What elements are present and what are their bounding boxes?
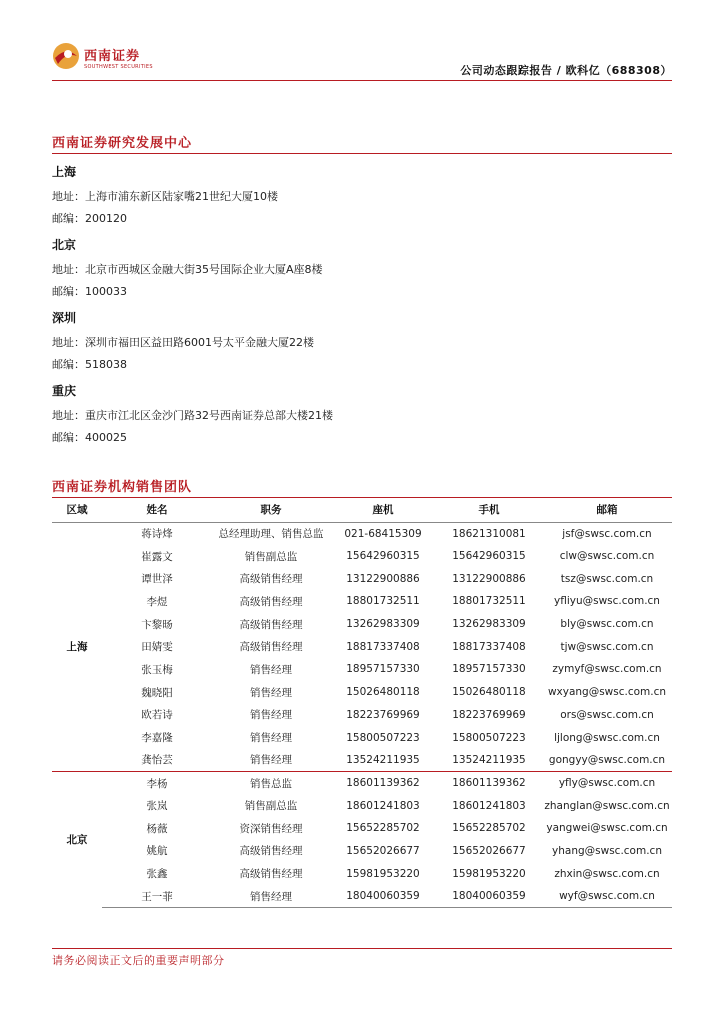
member-name: 崔露文: [141, 550, 173, 563]
member-email: yangwei@swsc.com.cn: [546, 822, 668, 835]
member-landline: 15642960315: [346, 550, 420, 563]
member-email: zymyf@swsc.com.cn: [552, 663, 662, 676]
member-title: 高级销售经理: [239, 641, 303, 654]
member-name: 姚航: [146, 845, 168, 858]
member-title: 销售经理: [250, 663, 292, 676]
office-city-beijing: 北京: [52, 238, 77, 252]
research-center-title: 西南证券研究发展中心: [52, 136, 193, 151]
member-title: 高级销售经理: [239, 845, 303, 858]
office-address-shenzhen: 地址：深圳市福田区益田路6001号太平金融大厦22楼: [52, 336, 314, 349]
logo-en-text: SOUTHWEST SECURITIES: [84, 64, 153, 70]
member-name: 张岚: [146, 800, 168, 813]
page-header: [52, 40, 672, 82]
member-name: 卞黎旸: [141, 618, 173, 631]
office-postcode-shanghai: 邮编：200120: [52, 212, 127, 225]
member-landline: 15981953220: [346, 867, 420, 880]
member-landline: 021-68415309: [330, 522, 436, 545]
member-mobile: 18601139362: [436, 772, 542, 795]
member-email: yhang@swsc.com.cn: [552, 844, 662, 857]
member-email: bly@swsc.com.cn: [560, 618, 654, 631]
member-mobile: 18621310081: [436, 522, 542, 545]
table-row: [52, 681, 672, 704]
office-address-beijing: 地址：北京市西城区金融大街35号国际企业大厦A座8楼: [52, 263, 323, 276]
member-mobile: 13122900886: [452, 572, 526, 585]
research-center-divider: [52, 153, 672, 154]
member-title: 销售经理: [250, 686, 292, 699]
header-mobile: 手机: [436, 498, 542, 522]
member-email: tjw@swsc.com.cn: [560, 640, 654, 653]
member-title: 高级销售经理: [239, 573, 303, 586]
member-email: zhanglan@swsc.com.cn: [544, 799, 670, 812]
member-mobile: 15800507223: [452, 731, 526, 744]
member-title: 高级销售经理: [239, 868, 303, 881]
member-name: 李嘉隆: [141, 732, 173, 745]
member-title: 总经理助理、销售总监: [212, 522, 330, 545]
member-landline: 18223769969: [346, 708, 420, 721]
member-name: 蒋诗烽: [102, 522, 212, 545]
member-mobile: 18601241803: [452, 799, 526, 812]
member-landline: 15800507223: [346, 731, 420, 744]
member-title: 高级销售经理: [239, 595, 303, 608]
member-title: 资深销售经理: [239, 822, 303, 835]
member-title: 销售经理: [250, 709, 292, 722]
member-title: 销售副总监: [244, 550, 298, 563]
member-name: 杨薇: [146, 822, 168, 835]
header-landline: 座机: [330, 498, 436, 522]
member-landline: 13524211935: [346, 753, 420, 766]
office-postcode-shenzhen: 邮编：518038: [52, 358, 127, 371]
header-divider: [52, 80, 672, 81]
table-row: [52, 613, 672, 636]
member-title: 销售经理: [250, 732, 292, 745]
member-mobile: 15652026677: [452, 844, 526, 857]
member-email: ljlong@swsc.com.cn: [554, 731, 660, 744]
member-email: gongyy@swsc.com.cn: [548, 753, 666, 766]
table-row: [52, 726, 672, 749]
table-row: [52, 772, 672, 795]
member-mobile: 18817337408: [452, 640, 526, 653]
member-email: tsz@swsc.com.cn: [560, 572, 654, 585]
office-city-shanghai: 上海: [52, 165, 77, 179]
member-name: 李煜: [146, 595, 168, 608]
member-landline: 18957157330: [346, 663, 420, 676]
member-email: zhxin@swsc.com.cn: [554, 867, 660, 880]
member-title: 高级销售经理: [239, 618, 303, 631]
company-logo: [52, 42, 162, 76]
header-title: 职务: [212, 498, 330, 522]
region-cell: 上海: [52, 522, 102, 772]
member-email: yfliyu@swsc.com.cn: [554, 595, 660, 608]
report-title: 公司动态跟踪报告 / 欧科亿（688308）: [460, 64, 672, 77]
table-row: [52, 590, 672, 613]
member-mobile: 18040060359: [436, 885, 542, 908]
member-title: 销售经理: [212, 885, 330, 908]
table-row: [52, 862, 672, 885]
member-email: clw@swsc.com.cn: [559, 550, 655, 563]
member-landline: 13122900886: [346, 572, 420, 585]
footer-divider: [52, 948, 672, 949]
table-row: [52, 635, 672, 658]
member-title: 销售副总监: [244, 800, 298, 813]
table-row: [52, 545, 672, 568]
table-row: [52, 817, 672, 840]
member-landline: 18801732511: [346, 595, 420, 608]
table-row: [52, 840, 672, 863]
member-landline: 15026480118: [346, 686, 420, 699]
sales-team-table: [52, 498, 672, 908]
member-mobile: 15642960315: [452, 550, 526, 563]
office-address-chongqing: 地址：重庆市江北区金沙门路32号西南证券总部大楼21楼: [52, 409, 333, 422]
sales-team-body: [52, 522, 672, 908]
table-row: [52, 749, 672, 772]
table-row: [52, 522, 672, 545]
member-landline: 18040060359: [330, 885, 436, 908]
member-mobile: 13524211935: [452, 753, 526, 766]
office-postcode-beijing: 邮编：100033: [52, 285, 127, 298]
region-cell: 北京: [52, 772, 102, 908]
member-mobile: 18223769969: [452, 708, 526, 721]
table-row: [52, 704, 672, 727]
logo-cn-text: 西南证券: [84, 49, 141, 64]
office-city-shenzhen: 深圳: [52, 311, 77, 325]
office-city-chongqing: 重庆: [52, 384, 77, 398]
member-landline: 15652285702: [346, 822, 420, 835]
member-email: ors@swsc.com.cn: [560, 708, 654, 721]
office-postcode-chongqing: 邮编：400025: [52, 431, 127, 444]
member-mobile: 15652285702: [452, 822, 526, 835]
member-name: 田婧雯: [141, 641, 173, 654]
member-name: 欧若诗: [141, 709, 173, 722]
office-address-shanghai: 地址：上海市浦东新区陆家嘴21世纪大厦10楼: [52, 190, 278, 203]
member-name: 王一菲: [102, 885, 212, 908]
member-name: 张玉梅: [141, 663, 173, 676]
member-title: 销售总监: [212, 772, 330, 795]
member-email: jsf@swsc.com.cn: [542, 522, 672, 545]
member-landline: 18817337408: [346, 640, 420, 653]
member-email: yfly@swsc.com.cn: [542, 772, 672, 795]
member-landline: 18601241803: [346, 799, 420, 812]
member-name: 魏晓阳: [141, 686, 173, 699]
table-row: [52, 794, 672, 817]
member-landline: 15652026677: [346, 844, 420, 857]
table-row: [52, 658, 672, 681]
member-mobile: 18957157330: [452, 663, 526, 676]
member-name: 张鑫: [146, 868, 168, 881]
table-header-row: [52, 498, 672, 522]
logo-mark-icon: [52, 42, 80, 70]
footer-disclaimer: 请务必阅读正文后的重要声明部分: [52, 954, 225, 967]
member-landline: 18601139362: [330, 772, 436, 795]
member-email: wyf@swsc.com.cn: [542, 885, 672, 908]
header-region: 区域: [52, 498, 102, 522]
member-mobile: 15026480118: [452, 686, 526, 699]
header-email: 邮箱: [542, 498, 672, 522]
member-name: 龚怡芸: [141, 754, 173, 767]
member-landline: 13262983309: [346, 618, 420, 631]
member-mobile: 13262983309: [452, 618, 526, 631]
member-name: 李杨: [102, 772, 212, 795]
table-row: [52, 567, 672, 590]
member-mobile: 18801732511: [452, 595, 526, 608]
member-title: 销售经理: [250, 754, 292, 767]
table-row: [52, 885, 672, 908]
sales-team-title: 西南证券机构销售团队: [52, 480, 193, 495]
header-name: 姓名: [102, 498, 212, 522]
member-mobile: 15981953220: [452, 867, 526, 880]
member-email: wxyang@swsc.com.cn: [547, 686, 667, 699]
member-name: 谭世泽: [141, 573, 173, 586]
